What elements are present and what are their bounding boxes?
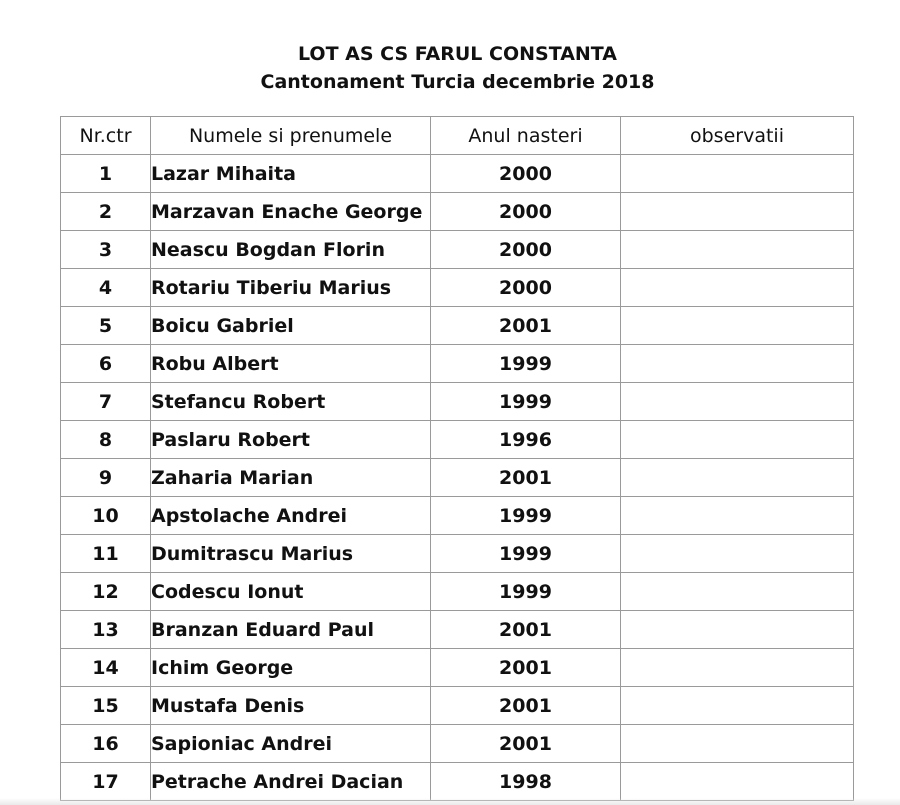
player-name-cell: Branzan Eduard Paul [151,611,431,649]
birth-year-cell: 2000 [431,155,621,193]
table-row [61,459,854,497]
table-row [61,421,854,459]
birth-year-cell: 1999 [431,535,621,573]
row-number-cell: 3 [61,231,151,269]
player-name-cell: Codescu Ionut [151,573,431,611]
birth-year-cell: 2001 [431,649,621,687]
table-row [61,573,854,611]
table-header-row [61,117,854,155]
birth-year-cell: 2000 [431,231,621,269]
observations-cell [621,345,854,383]
observations-cell [621,421,854,459]
table-row [61,269,854,307]
observations-cell [621,459,854,497]
row-number-cell: 11 [61,535,151,573]
row-number-cell: 8 [61,421,151,459]
observations-cell [621,649,854,687]
table-row [61,345,854,383]
header-nr: Nr.ctr [61,117,151,155]
row-number-cell: 5 [61,307,151,345]
observations-cell [621,535,854,573]
observations-cell [621,611,854,649]
birth-year-cell: 2000 [431,269,621,307]
row-number-cell: 4 [61,269,151,307]
observations-cell [621,231,854,269]
observations-cell [621,687,854,725]
header-birth-year: Anul nasteri [431,117,621,155]
player-name-cell: Rotariu Tiberiu Marius [151,269,431,307]
header-name: Numele si prenumele [151,117,431,155]
birth-year-cell: 2001 [431,725,621,763]
observations-cell [621,383,854,421]
table-row [61,383,854,421]
player-name-cell: Boicu Gabriel [151,307,431,345]
observations-cell [621,269,854,307]
title-block [0,40,900,96]
player-name-cell: Sapioniac Andrei [151,725,431,763]
player-name-cell: Paslaru Robert [151,421,431,459]
row-number-cell: 17 [61,763,151,801]
birth-year-cell: 1999 [431,345,621,383]
observations-cell [621,497,854,535]
observations-cell [621,763,854,801]
table-row [61,535,854,573]
birth-year-cell: 2001 [431,687,621,725]
table-row [61,307,854,345]
birth-year-cell: 1999 [431,383,621,421]
row-number-cell: 9 [61,459,151,497]
table-row [61,763,854,801]
player-name-cell: Lazar Mihaita [151,155,431,193]
document-title: LOT AS CS FARUL CONSTANTA [297,43,617,65]
row-number-cell: 15 [61,687,151,725]
row-number-cell: 10 [61,497,151,535]
birth-year-cell: 1998 [431,763,621,801]
player-name-cell: Marzavan Enache George [151,193,431,231]
table-body [61,155,854,801]
birth-year-cell: 2001 [431,459,621,497]
document-subtitle: Cantonament Turcia decembrie 2018 [260,71,655,93]
birth-year-cell: 1996 [431,421,621,459]
observations-cell [621,573,854,611]
table-row [61,155,854,193]
row-number-cell: 2 [61,193,151,231]
observations-cell [621,725,854,763]
table-row [61,725,854,763]
table-row [61,193,854,231]
player-name-cell: Zaharia Marian [151,459,431,497]
table-row [61,497,854,535]
row-number-cell: 6 [61,345,151,383]
row-number-cell: 1 [61,155,151,193]
row-number-cell: 12 [61,573,151,611]
observations-cell [621,155,854,193]
observations-cell [621,307,854,345]
row-number-cell: 14 [61,649,151,687]
player-name-cell: Mustafa Denis [151,687,431,725]
birth-year-cell: 2001 [431,611,621,649]
birth-year-cell: 2001 [431,307,621,345]
player-name-cell: Robu Albert [151,345,431,383]
roster-table [60,116,854,801]
player-name-cell: Petrache Andrei Dacian [151,763,431,801]
birth-year-cell: 2000 [431,193,621,231]
row-number-cell: 13 [61,611,151,649]
player-name-cell: Apstolache Andrei [151,497,431,535]
player-name-cell: Neascu Bogdan Florin [151,231,431,269]
header-observations: observatii [621,117,854,155]
birth-year-cell: 1999 [431,573,621,611]
birth-year-cell: 1999 [431,497,621,535]
row-number-cell: 16 [61,725,151,763]
page-bottom-shadow [0,798,900,805]
player-name-cell: Dumitrascu Marius [151,535,431,573]
player-name-cell: Ichim George [151,649,431,687]
table-row [61,649,854,687]
table-row [61,611,854,649]
table-row [61,687,854,725]
table-row [61,231,854,269]
row-number-cell: 7 [61,383,151,421]
player-name-cell: Stefancu Robert [151,383,431,421]
observations-cell [621,193,854,231]
